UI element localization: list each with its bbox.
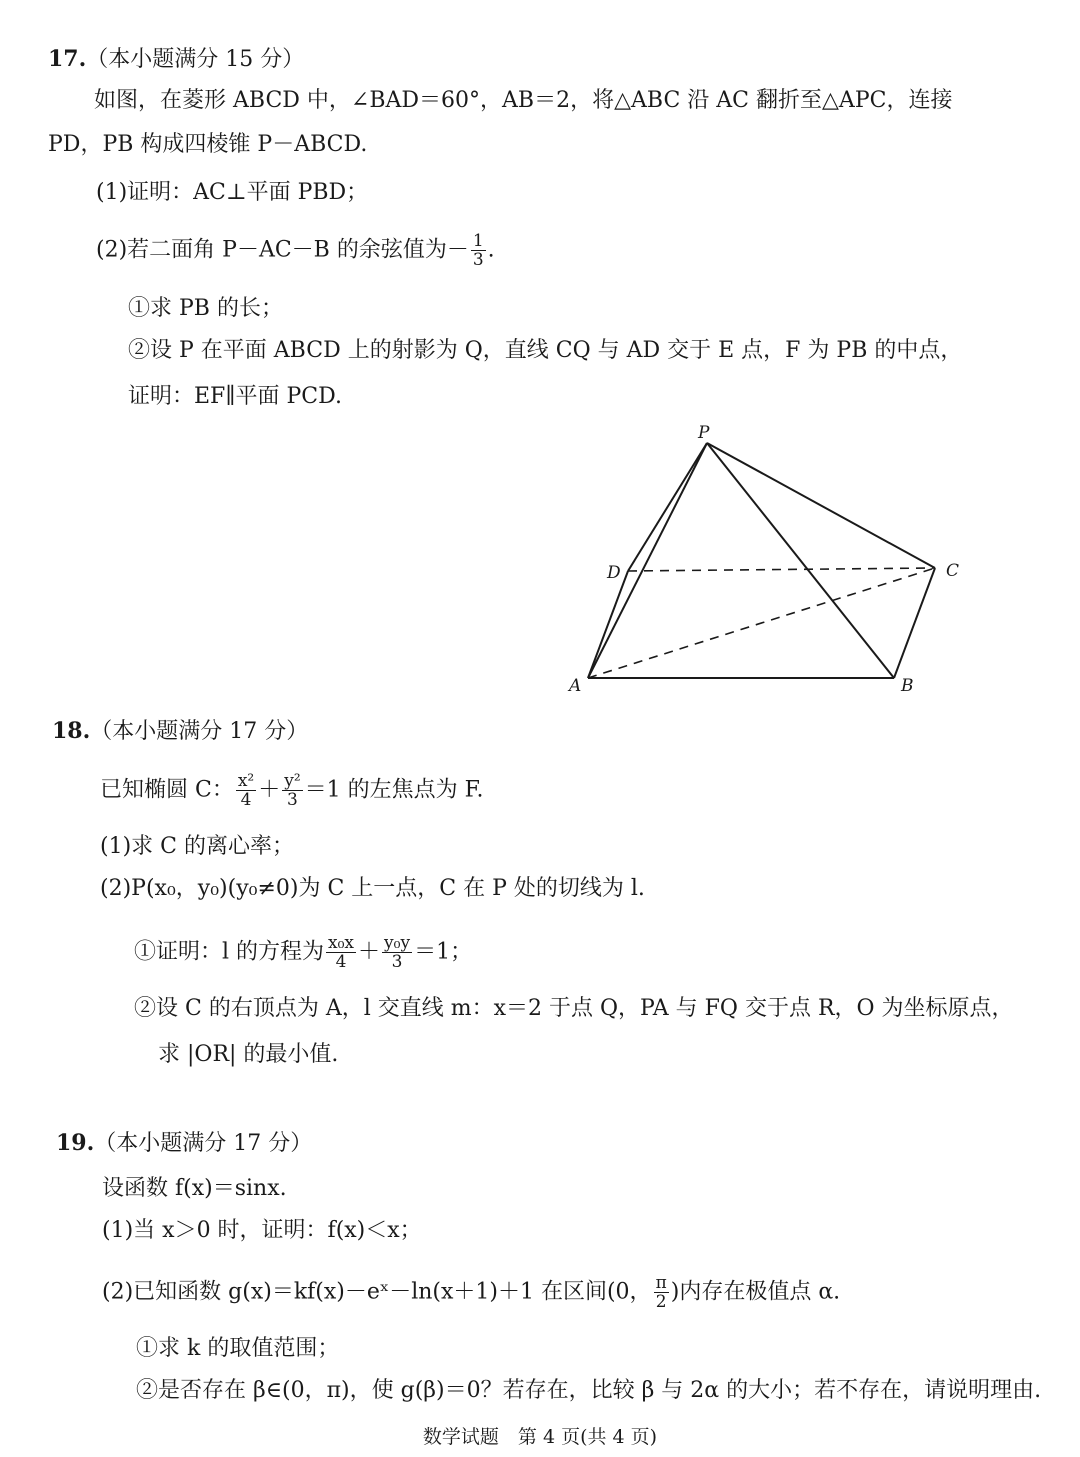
- page-footer: 数学试题 第 4 页(共 4 页): [422, 1426, 658, 1448]
- fraction-denominator: 3: [287, 790, 298, 810]
- q17-part2-prefix: (2)若二面角 P－AC－B 的余弦值为－: [96, 237, 469, 263]
- edge-PB: [707, 443, 894, 678]
- q17-sub2-line2: 证明：EF∥平面 PCD.: [128, 384, 342, 409]
- q17-sub1: ①求 PB 的长；: [128, 296, 283, 321]
- q18-intro-suffix: ＝1 的左焦点为 F.: [304, 777, 484, 803]
- fraction-denominator: 4: [335, 952, 347, 972]
- vertex-label-D: D: [607, 563, 621, 583]
- fraction-numerator: y₀y: [384, 933, 411, 953]
- q17-part2: [96, 232, 495, 269]
- vertex-label-B: B: [901, 676, 914, 696]
- q17-intro-line1: 如图，在菱形 ABCD 中，∠BAD＝60°，AB＝2，将△ABC 沿 AC 翻折至△APC，连接: [94, 88, 953, 113]
- pyramid-figure: [560, 415, 980, 705]
- q17-intro-line2: PD，PB 构成四棱锥 P－ABCD.: [48, 132, 368, 157]
- q18-sub1-fraction-x: [326, 934, 356, 971]
- q18-part2: (2)P(x₀，y₀)(y₀≠0)为 C 上一点，C 在 P 处的切线为 l.: [100, 876, 645, 901]
- plus-sign: ＋: [358, 939, 381, 965]
- q17-part1: (1)证明：AC⊥平面 PBD；: [96, 180, 369, 205]
- q19-score-header: （本小题满分 17 分）: [94, 1131, 313, 1156]
- fraction-denominator: 3: [472, 250, 484, 270]
- edge-DC-hidden: [628, 568, 935, 571]
- q18-sub2-line2: 求 |OR| 的最小值.: [158, 1042, 339, 1067]
- q18-fraction-y: [282, 772, 302, 809]
- q18-intro: [100, 772, 484, 809]
- q17-part2-fraction: [471, 232, 486, 269]
- q19-number: 19.: [56, 1130, 95, 1156]
- q18-sub1-prefix: ①证明：l 的方程为: [134, 939, 325, 965]
- fraction-numerator: y²: [284, 771, 301, 791]
- q19-part2: [102, 1274, 840, 1311]
- edge-AD: [588, 571, 628, 678]
- fraction-denominator: 4: [240, 790, 252, 810]
- q19-intro: 设函数 f(x)＝sinx.: [102, 1176, 287, 1201]
- fraction-denominator: 2: [655, 1292, 667, 1312]
- q17-part2-suffix: .: [487, 237, 495, 263]
- edge-PA: [588, 443, 707, 678]
- q18-score-header: （本小题满分 17 分）: [90, 719, 309, 744]
- q18-fraction-x: [236, 772, 256, 809]
- q18-number: 18.: [52, 718, 91, 744]
- q17-score-header: （本小题满分 15 分）: [86, 47, 305, 72]
- q18-title: [52, 716, 308, 747]
- q19-part2-suffix: )内存在极值点 α.: [670, 1279, 841, 1305]
- q18-sub2-line1: ②设 C 的右顶点为 A，l 交直线 m：x＝2 于点 Q，PA 与 FQ 交于点 R，O 为坐标原点，: [134, 996, 1014, 1021]
- fraction-numerator: x₀x: [328, 933, 355, 953]
- vertex-label-P: P: [698, 423, 710, 443]
- q18-sub1-suffix: ＝1；: [414, 939, 473, 965]
- q17-number: 17.: [48, 46, 87, 72]
- fraction-numerator: 1: [472, 231, 484, 251]
- q18-sub1: [134, 934, 472, 971]
- q19-part1: (1)当 x＞0 时，证明：f(x)＜x；: [102, 1218, 422, 1243]
- edge-PD: [628, 443, 707, 571]
- fraction-denominator: 3: [391, 952, 403, 972]
- plus-sign: ＋: [258, 777, 281, 803]
- fraction-numerator: x²: [237, 771, 255, 791]
- edge-AC-hidden: [588, 568, 935, 678]
- edge-PC: [707, 443, 935, 568]
- vertex-label-A: A: [569, 676, 582, 696]
- q19-sub1: ①求 k 的取值范围；: [136, 1336, 340, 1361]
- q19-part2-fraction: [654, 1274, 669, 1311]
- edge-BC: [894, 568, 935, 678]
- q17-sub2-line1: ②设 P 在平面 ABCD 上的射影为 Q，直线 CQ 与 AD 交于 E 点，F 为 PB 的中点，: [128, 338, 963, 363]
- q17-title: [48, 44, 304, 75]
- q18-part1: (1)求 C 的离心率；: [100, 834, 294, 859]
- q18-sub1-fraction-y: [382, 934, 412, 971]
- q19-sub2: ②是否存在 β∈(0，π)，使 g(β)＝0？若存在，比较 β 与 2α 的大小；若不存在，请说明理由.: [136, 1378, 1042, 1403]
- vertex-label-C: C: [946, 561, 960, 581]
- q19-title: [56, 1128, 312, 1159]
- q19-part2-prefix: (2)已知函数 g(x)＝kf(x)－eˣ－ln(x＋1)＋1 在区间(0，: [102, 1279, 652, 1305]
- q18-intro-prefix: 已知椭圆 C：: [100, 777, 234, 803]
- fraction-numerator: π: [655, 1273, 667, 1293]
